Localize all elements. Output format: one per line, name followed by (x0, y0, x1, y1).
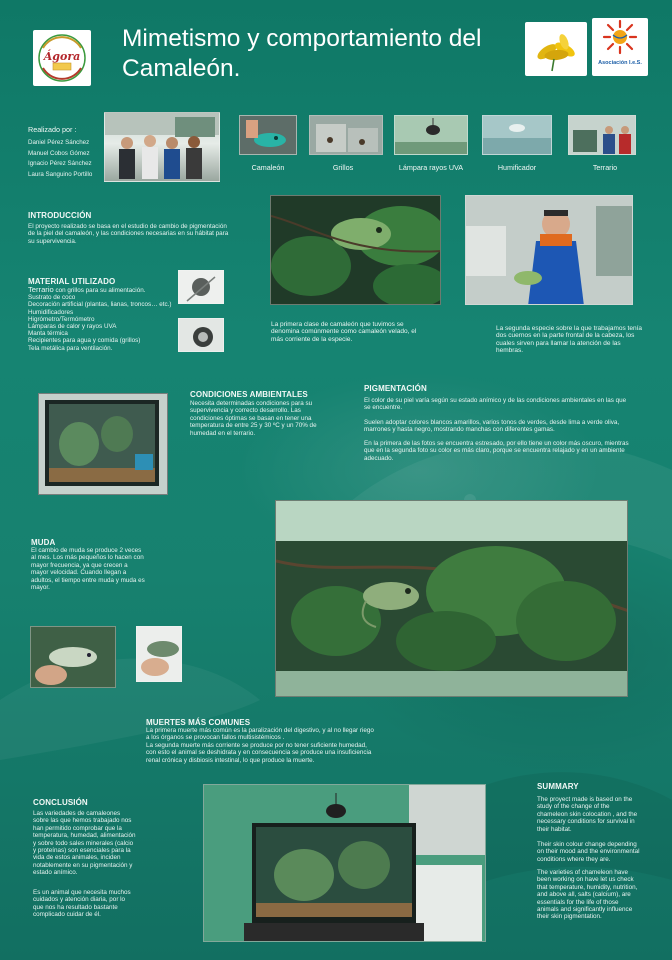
deaths-heading: MUERTES MÁS COMUNES (146, 718, 251, 727)
moult-photo-2 (136, 626, 182, 682)
gallery-label: Camaleón (251, 163, 285, 172)
flower-logo (525, 22, 587, 76)
chameleon-photo-2 (465, 195, 633, 305)
material-photo-2 (178, 318, 224, 352)
material-item: Lámparas de calor y rayos UVA (28, 323, 117, 331)
author-name: Ignacio Pérez Sánchez (28, 160, 92, 167)
summary-p2: Their skin colour change depending on their mood and the environmental conditions where they are. (537, 841, 640, 863)
flower-icon (525, 22, 587, 76)
pigmentation-p3: En la primera de las fotos se encuentra estresado, por ello tiene un color más oscuro, mientras que en la segunda foto su color es más claro, porque se encuentra relajado y en un ambiente adecuado. (364, 440, 629, 462)
muda-text: El cambio de muda se produce 2 veces al mes. Los más pequeños lo hacen con mayor frecuencia, ya que crecen a mayor velocidad. Cuando llegan a adultos, el tiempo entre muda y muda es mayor. (31, 547, 145, 592)
thumb-terrarium (568, 115, 636, 155)
conditions-heading: CONDICIONES AMBIENTALES (190, 390, 308, 399)
gallery-label: Humificador (497, 163, 537, 172)
thumb-chameleon (239, 115, 297, 155)
material-item: Tela metálica para ventilación. (28, 344, 113, 352)
gallery-label: Grillos (332, 163, 354, 172)
ies-logo (592, 18, 648, 76)
conclusion-p2: Es un animal que necesita muchos cuidados y atención diaria, por lo que nos ha resultado bastante complicado cuidar de él. (33, 889, 131, 919)
intro-heading: INTRODUCCIÓN (28, 211, 92, 220)
material-item: Manta térmica (28, 330, 68, 338)
material-item: Higrómetro/Termómetro (28, 315, 95, 323)
chameleon-photo-1 (270, 195, 441, 305)
material-item: Decoración artificial (plantas, lianas, troncos… etc.) (28, 301, 172, 309)
author-name: Laura Sanguino Portillo (28, 170, 93, 178)
conditions-text: Necesita determinadas condiciones para su supervivencia y correcto desarrollo. Las condiciones óptimas se basan en tener una temperatura de entre 25 y 30 ºC y un 70% de humedad en el terrario. (190, 400, 317, 437)
summary-heading: SUMMARY (537, 782, 579, 791)
muda-heading: MUDA (31, 538, 56, 547)
pigmentation-heading: PIGMENTACIÓN (364, 384, 427, 393)
terrarium-photo (38, 393, 168, 495)
material-list (28, 286, 172, 352)
group-photo (104, 112, 220, 182)
summary-p1: The proyect made is based on the study of the change of the chameleon skin colocation , and the necessary conditions for survival in their habitat. (537, 796, 638, 833)
pigmentation-p2: Suelen adoptar colores blancos amarillos, varios tonos de verdes, desde lima a verde oliva, marrones y hasta negro, mostrando manchas con diferentes gamas. (364, 419, 620, 434)
moult-photo-1 (30, 626, 116, 688)
agora-logo-word: Ágora (43, 50, 81, 63)
author-name: Daniel Pérez Sánchez (28, 139, 90, 146)
conclusion-p1: Las variedades de camaleones sobre las que hemos trabajado nos han permitido comprobar que la temperatura, humedad, alimentación y sobre todo sales minerales (calcio y proteínas) son esenciales para la vida de estos animales, inciden notablemente en su pigmentación y estado anímico. (33, 810, 136, 877)
thumb-humidifier (482, 115, 552, 155)
gallery-label: Lámpara rayos UVA (398, 163, 464, 172)
summary-p3: The varieties of chameleon have been working on have let us check that temperature, humidity, nutrition, and above all, salts (calcium), are essentials for the life of those animals and significantly influence their skin pigmentation. (537, 869, 638, 921)
chameleon-large-photo (275, 500, 628, 697)
caption-photo-2: La segunda especie sobre la que trabajamos tenía dos cuernos en la parte frontal de la cabeza, los cuales sirven para llamar la atención de las hembras. (496, 325, 642, 355)
material-item: Recipientes para agua y comida (grillos) (28, 337, 141, 345)
intro-text: El proyecto realizado se basa en el estudio de cambio de pigmentación de la piel del camaleón, y las condiciones necesarias en su hábitat para su supervivencia. (28, 223, 229, 245)
pigmentation-p1: El color de su piel varía según su estado anímico y de las condiciones ambientales en las que se encuentre. (364, 397, 627, 412)
sun-icon (592, 18, 648, 58)
agora-logo (33, 30, 91, 86)
terrarium-bottom-photo (203, 784, 486, 942)
authors-list (28, 138, 92, 180)
caption-photo-1: La primera clase de camaleón que tuvimos se denomina comúnmente como camaleón velado, el más corriente de la especie. (271, 321, 417, 343)
thumb-uva-lamp (394, 115, 468, 155)
conclusion-heading: CONCLUSIÓN (33, 798, 88, 807)
material-heading: MATERIAL UTILIZADO (28, 277, 116, 286)
material-item: Sustrato de coco (28, 294, 76, 302)
gallery-label: Terrario (592, 163, 618, 172)
authors-heading: Realizado por : (28, 125, 77, 134)
material-photo-1 (178, 270, 224, 304)
author-name: Manuel Cobos Gómez (28, 149, 90, 157)
ies-logo-text: Asociación I.e.S. (598, 60, 642, 66)
material-item: Humidificadores (28, 308, 74, 316)
poster-title: Mimetismo y comportamiento del Camaleón. (122, 25, 482, 82)
deaths-text: La primera muerte más común es la paralización del digestivo, y al no llegar riego a los órganos se provocan fallos multisistémicos . La segunda muerte más corriente se produce por no tener suficiente humedad, con esto el animal se deshidrata y en consecuencia se produce una insuficiencia renal crónica y disbiosis intestinal, lo que produce la muerte. (146, 727, 374, 764)
thumb-crickets (309, 115, 383, 155)
material-first-rest: con grillos para su alimentación. (53, 287, 146, 294)
material-first-word: Terrario (28, 285, 54, 294)
